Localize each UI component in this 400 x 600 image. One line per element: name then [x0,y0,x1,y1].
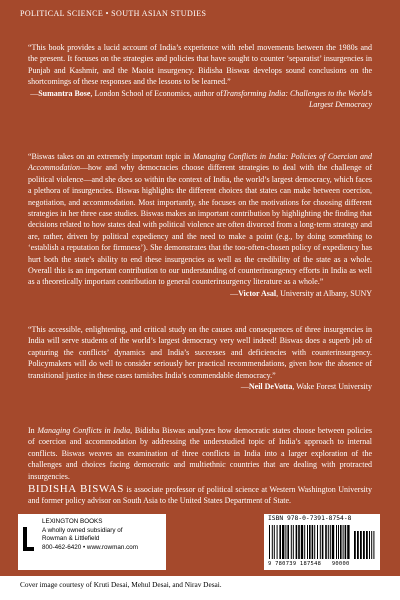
barcode-bar [320,525,321,559]
barcode-bar [322,525,324,559]
cover-credit: Cover image courtesy of Kruti Desai, Mehul Desai, and Nirav Desai. [20,580,222,589]
text-segment: —how and why democracies choose different strategies to deal with the challenge of political violence—and she does so within the context of India, the world’s largest democracy, which faces a plethora of insurgencies. Biswas highlights the different choices that states can make between coercion, negotiation, and accommodation. Most importantly, she focuses on the motivations for choosing different strategies in her three case studies. Biswas makes an important contribution by highlighting the finding that decisions related to how states deal with political violence are often divorced from a long-term strategy and are, rather, driven by political expediency and the need to make a point (e.g., by doing something to ‘establish a reputation for firmness’). She demonstrates that the too-often-chosen policy of expediency has hurt both the state’s ability to end these insurgencies as well as the credibility of the state as a whole. Overall this is an important contribution to our understanding of counterinsurgency efforts in India as well as a theoretically important contribution to general counterinsurgency literature as a whole.” [28,163,372,287]
publisher-box [18,514,166,570]
publisher-parent: Rowman & Littlefield [42,535,100,543]
endorser-name: Victor Asal [238,288,277,298]
endorser-affiliation [276,289,372,298]
barcode-bar [347,525,349,559]
barcode-bar [312,525,314,559]
text-segment: , Wake Forest University [292,382,372,392]
barcode-bar [298,525,300,559]
publisher-name: LEXINGTON BOOKS [42,518,103,525]
barcode-bar [272,525,273,559]
price-code: 90000 [331,561,350,567]
barcode-bar [332,525,334,559]
endorsement-attribution: —Neil DeVotta, Wake Forest University [240,382,372,392]
barcode-bar [304,525,305,559]
publisher-info [42,518,138,552]
publisher-logo-icon [23,527,34,551]
author-bio-text: is associate professor of political science at Western Washington University and former policy advisor on South Asia to the United States Department of State. [28,485,372,506]
barcode-bar [363,531,365,559]
barcode-bar [301,525,303,559]
barcode-bar [287,525,289,559]
endorsement-1 [28,42,372,110]
endorser-name: Sumantra Bose [38,88,91,98]
barcode-bar [309,525,311,559]
endorsement-text [28,324,372,381]
barcode-bar [357,531,359,559]
barcode-bar [336,525,337,559]
author-bio [28,484,372,507]
endorsement-attribution: —Sumantra Bose, London School of Economics, author ofTransforming India: Challenges to the World’s Largest Democracy [30,88,372,110]
text-segment: Bidisha Biswas analyzes how democratic states choose between policies of coercion and accommodation by addressing the understudied topic of India’s approach to internal conflicts. Biswas weaves an examination of three conflicts in India into a larger exploration of the challenges and choices facing democratic and multiethnic countries that are dealing with protracted insurgencies. [28,426,373,481]
isbn-text: ISBN 978-0-7391-8754-8 [268,515,352,522]
barcode-bar [328,525,329,559]
endorser-affiliation [292,382,372,391]
barcode-bar [307,525,308,559]
barcode-icon [268,525,376,561]
endorsement-text [28,151,372,288]
text-segment: “Biswas takes on an extremely important topic in [28,152,193,161]
text-segment: , University at Albany, SUNY [276,288,372,298]
publisher-contact: 800-462-6420 • www.rowman.com [42,543,139,551]
barcode-box [264,514,380,570]
endorsement-attribution: —Victor Asal, University at Albany, SUNY [230,288,372,298]
book-description [28,425,372,482]
barcode-bar [317,525,318,559]
barcode-bar [338,525,339,559]
barcode-bar [340,525,342,559]
italic-title: Managing Conflicts in India: Policies of Coercion and Accommodation [28,152,372,173]
barcode-bar [330,525,331,559]
text-segment: “This book provides a lucid account of India’s experience with rebel movements between the 1980s and the present. It focuses on the strategies and policies that have sought to counter ‘separatist’ insurgencies in Punjab and Kashmir, and the Maoist insurgency. Bidisha Biswas develops sound conclusions on the shortcomings of these responses and the lessons to be learned.” [28,43,372,87]
endorsement-text [28,42,372,88]
barcode-number: 9 780739 187548 90000 [268,561,350,567]
barcode-bar [314,525,315,559]
barcode-bar [277,525,278,559]
publisher-subsidiary: A wholly owned subsidiary of [42,526,123,534]
endorsement-3 [28,324,372,392]
endorser-affiliation [90,89,372,109]
italic-title: Managing Conflicts in India, [37,426,133,435]
endorsement-2 [28,151,372,299]
barcode-bar [373,531,374,559]
text-segment: “This accessible, enlightening, and critical study on the causes and consequences of three insurgencies in India will serve students of the world’s largest democracy very well indeed! Biswas does a superb job of capturing the conflicts’ dynamics and India’s successes and deficiencies with counterinsurgency. Policymakers will do well to consider seriously her practical recommendations, given how the absence of transitional justice in these cases tarnishes India’s commendable democracy.” [28,325,372,380]
barcode-bar [360,531,362,559]
barcode-bar [345,525,347,559]
barcode-bar [325,525,327,559]
endorser-name: Neil DeVotta [248,382,293,392]
text-segment: In [28,426,38,435]
barcode-bar [343,525,344,559]
text-segment: , London School of Economics, author of [90,88,223,98]
italic-title: Transforming India: Challenges to the World’s Largest Democracy [222,88,372,110]
barcode-bar [296,525,298,559]
barcode-bar [269,525,270,559]
barcode-bar [366,531,368,559]
barcode-bar [279,525,281,559]
barcode-bar [354,531,356,559]
barcode-bar [369,531,370,559]
barcode-bar [285,525,286,559]
author-name: BIDISHA BISWAS [28,483,124,495]
barcode-bar [274,525,275,559]
barcode-bar [293,525,294,559]
barcode-bar [282,525,284,559]
barcode-bar [371,531,372,559]
category-header: POLITICAL SCIENCE • SOUTH ASIAN STUDIES [20,9,207,18]
barcode-bar [291,525,292,559]
